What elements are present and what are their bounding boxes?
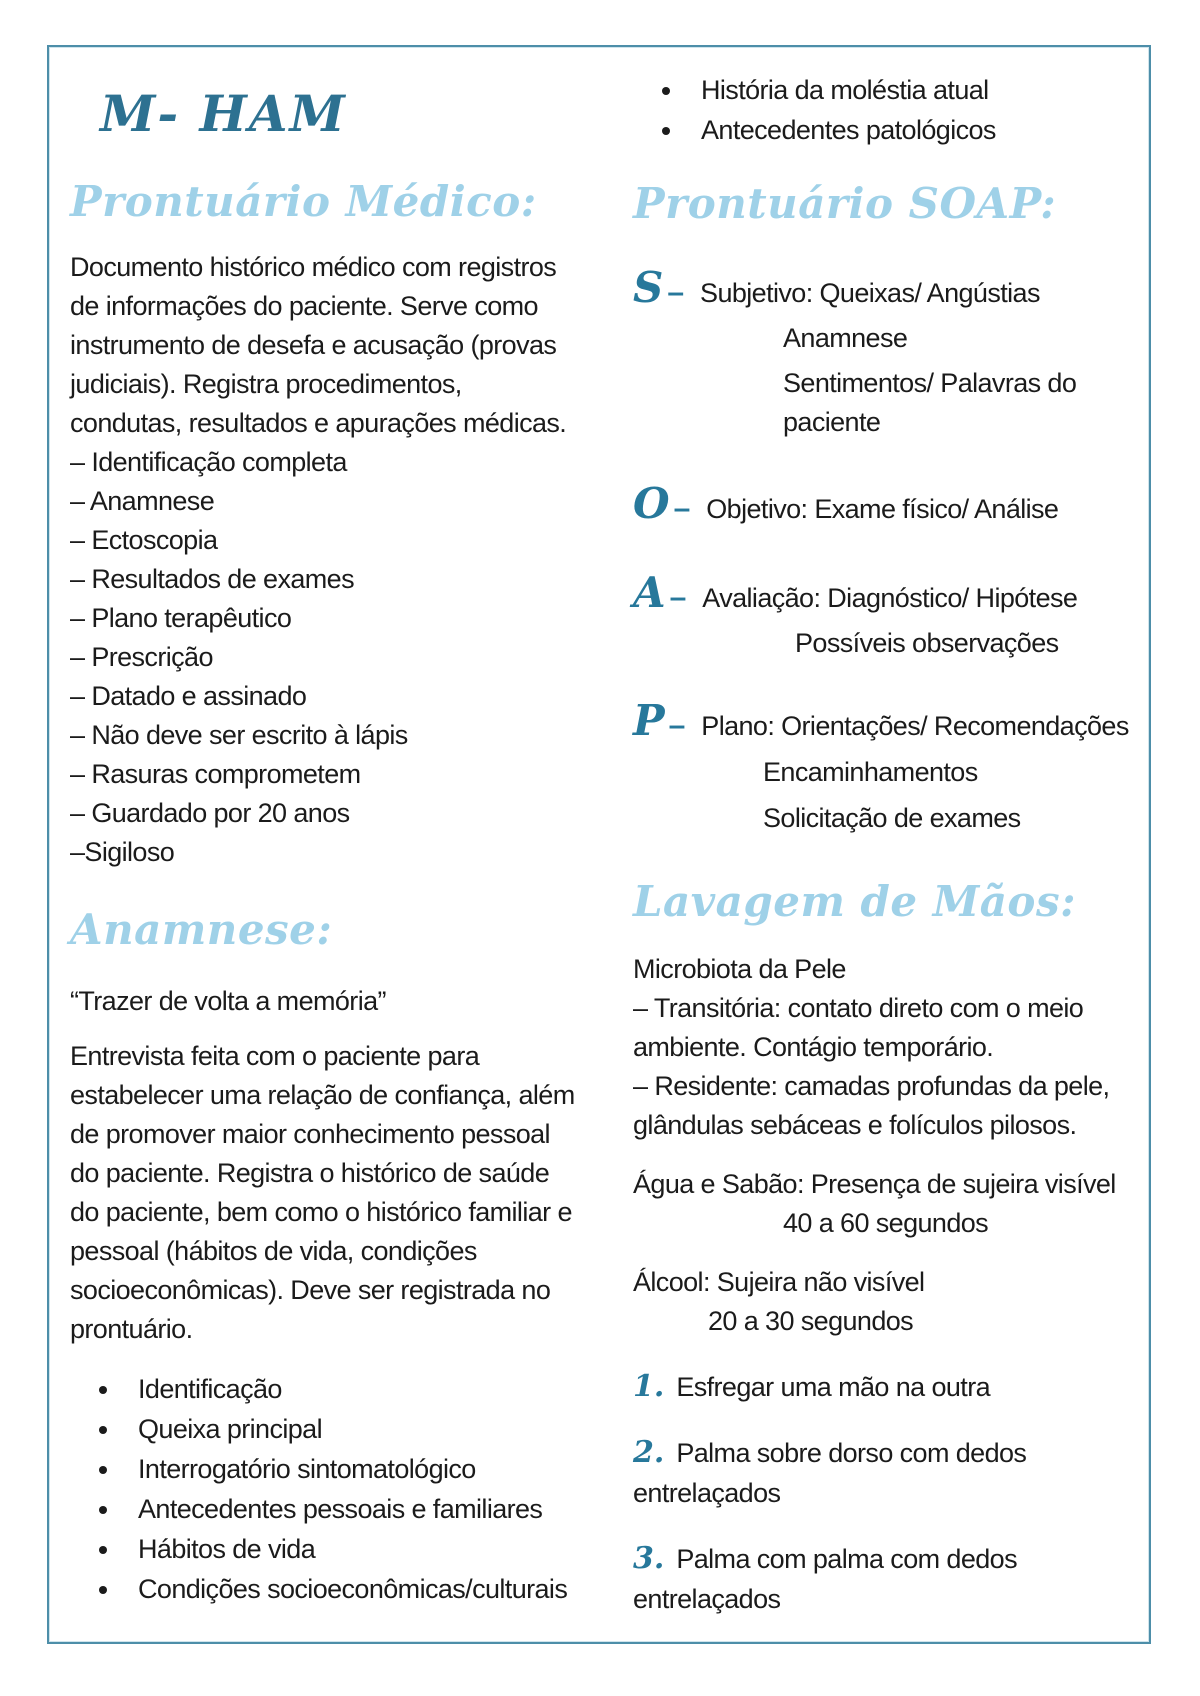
heading-lavagem-de-maos: Lavagem de Mãos: (633, 877, 1077, 926)
bullet-item: • Queixa principal (122, 1409, 575, 1449)
step-text: Esfregar uma mão na outra (676, 1372, 990, 1402)
left-column (70, 60, 575, 1609)
step-number: 2. (633, 1435, 665, 1470)
soap-item-subjetivo (633, 263, 1155, 442)
dash-list-item: – Ectoscopia (70, 525, 218, 555)
handwash-step-1 (633, 1367, 1103, 1407)
step-number: 1. (633, 1369, 665, 1404)
heading-prontuario-medico: Prontuário Médico: (70, 177, 537, 226)
dash-list-item: –Sigiloso (70, 837, 175, 867)
microbiota-title: Microbiota da Pele (633, 954, 846, 984)
right-column (633, 60, 1155, 1645)
microbiota-residente: – Residente: camadas profundas da pele, glândulas sebáceas e folículos pilosos. (633, 1071, 1110, 1140)
soap-letter-a: A (633, 568, 666, 617)
bullet-item: • Antecedentes patológicos (685, 110, 1155, 150)
prontuario-medico-list (70, 443, 575, 872)
soap-line (633, 696, 1155, 746)
soap-separator: – (673, 492, 691, 525)
dash-list-item: – Resultados de exames (70, 564, 354, 594)
soap-sub-item: Solicitação de exames (763, 803, 1021, 833)
soap-line (633, 263, 1155, 313)
alcool-duration: 20 a 30 segundos (708, 1306, 914, 1336)
soap-item-avaliacao (633, 568, 1155, 663)
soap-text: Plano: Orientações/ Recomendações (701, 711, 1129, 741)
step-text: Palma com palma com dedos entrelaçados (633, 1544, 1017, 1614)
alcool-line: Álcool: Sujeira não visível (633, 1267, 925, 1297)
heading-anamnese: Anamnese: (70, 905, 333, 954)
agua-sabao-duration: 40 a 60 segundos (783, 1208, 989, 1238)
dash-list-item: – Guardado por 20 anos (70, 798, 350, 828)
bullet-item: • Interrogatório sintomatológico (122, 1449, 575, 1489)
soap-letter-o: O (633, 479, 670, 528)
step-text: Palma sobre dorso com dedos entrelaçados (633, 1438, 1027, 1508)
soap-separator: – (668, 709, 686, 742)
soap-line (633, 568, 1155, 618)
anamnese-quote: “Trazer de volta a memória” (70, 986, 386, 1016)
soap-sub-item: Anamnese (783, 323, 908, 353)
handwash-step-3 (633, 1539, 1103, 1619)
soap-sub-item: Encaminhamentos (763, 757, 978, 787)
bullet-item: • História da moléstia atual (685, 70, 1155, 110)
soap-item-objetivo (633, 479, 1155, 529)
agua-sabao-line: Água e Sabão: Presença de sujeira visível (633, 1169, 1116, 1199)
dash-list-item: – Rasuras comprometem (70, 759, 361, 789)
bullet-item: • Identificação (122, 1369, 575, 1409)
soap-sub-item: Possíveis observações (795, 628, 1059, 658)
agua-sabao-block (633, 1165, 1155, 1243)
prontuario-medico-paragraph: Documento histórico médico com registros de informações do paciente. Serve como instrumento de desefa e acusação (provas judiciais). Registra procedimentos, condutas, resultados e apurações médicas. (70, 252, 567, 438)
soap-text: Avaliação: Diagnóstico/ Hipótese (702, 583, 1078, 613)
anamnese-bullet-list (70, 1369, 575, 1609)
dash-list-item: – Prescrição (70, 642, 213, 672)
dash-list-item: – Datado e assinado (70, 681, 307, 711)
soap-letter-s: S (633, 263, 664, 312)
handwash-steps (633, 1367, 1155, 1619)
alcool-block (633, 1263, 1155, 1341)
soap-separator: – (669, 581, 687, 614)
soap-text: Subjetivo: Queixas/ Angústias (700, 278, 1040, 308)
soap-text: Objetivo: Exame físico/ Análise (706, 494, 1059, 524)
dash-list-item: – Não deve ser escrito à lápis (70, 720, 408, 750)
bullet-item: • Hábitos de vida (122, 1529, 575, 1569)
anamnese-paragraph: Entrevista feita com o paciente para estabelecer uma relação de confiança, além de promover maior conhecimento pessoal do paciente. Registra o histórico de saúde do paciente, bem como o histórico familiar e pessoal (hábitos de vida, condições socioeconômicas). Deve ser registrada no prontuário. (70, 1041, 575, 1344)
soap-sub-item: Sentimentos/ Palavras do paciente (783, 368, 1077, 437)
soap-line (633, 479, 1155, 529)
anamnese-bullet-list-continued (633, 70, 1155, 150)
step-number: 3. (633, 1541, 665, 1576)
page-title: M- HAM (100, 84, 347, 143)
microbiota-transitoria: – Transitória: contato direto com o meio ambiente. Contágio temporário. (633, 993, 1084, 1062)
soap-item-plano (633, 696, 1155, 838)
bullet-item: • Antecedentes pessoais e familiares (122, 1489, 575, 1529)
dash-list-item: – Anamnese (70, 486, 215, 516)
soap-separator: – (667, 276, 685, 309)
soap-letter-p: P (633, 696, 665, 745)
bullet-item: • Condições socioeconômicas/culturais (122, 1569, 575, 1609)
microbiota-block (633, 950, 1155, 1145)
dash-list-item: – Identificação completa (70, 447, 347, 477)
dash-list-item: – Plano terapêutico (70, 603, 292, 633)
heading-prontuario-soap: Prontuário SOAP: (633, 179, 1057, 228)
handwash-step-2 (633, 1433, 1103, 1513)
